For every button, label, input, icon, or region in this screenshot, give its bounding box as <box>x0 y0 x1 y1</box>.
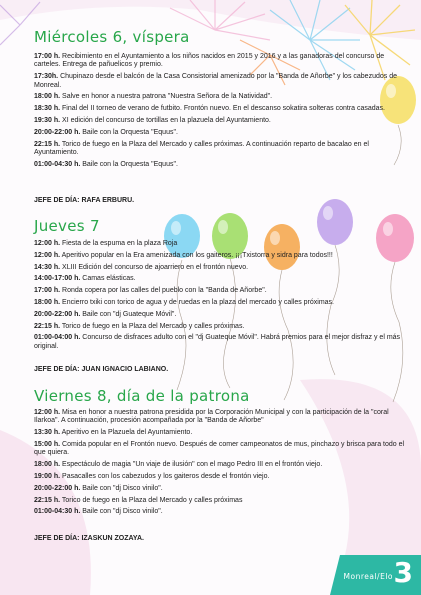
event-row <box>34 508 406 516</box>
event-description: Torico de fuego en la Plaza del Mercado y calles próximas <box>61 496 243 504</box>
event-description: Final del II torneo de verano de futbito. Frontón nuevo. En el descanso sokatira solteras contra casadas. <box>62 105 385 113</box>
event-row <box>34 117 406 125</box>
event-row <box>34 334 406 351</box>
event-row <box>34 141 406 158</box>
event-time: 19:00 h. <box>34 473 61 480</box>
page-number: 3 <box>393 556 413 589</box>
event-row <box>34 323 406 331</box>
event-time: 01:00-04:30 h. <box>34 508 81 516</box>
event-time: 15:00 h. <box>34 441 61 448</box>
event-time: 18:30 h. <box>34 105 61 113</box>
event-time: 12:00 h. <box>34 240 61 247</box>
event-description: Pasacalles con los cabezudos y los gaiteros desde el frontón viejo. <box>62 473 270 480</box>
event-row <box>34 105 406 113</box>
event-row <box>34 53 406 70</box>
jefe-de-dia: JEFE DE DÍA: RAFA ERBURU. <box>34 197 135 204</box>
event-row <box>34 409 406 426</box>
event-list <box>34 409 406 520</box>
event-list <box>34 240 406 355</box>
event-description: Chupinazo desde el balcón de la Casa Consistorial amenizado por la "Banda de Añorbe" y los cabezudos de Monreal. <box>34 73 397 89</box>
event-description: Aperitivo popular en la Era amenizada con los gaiteros. ¡¡¡Txistorra y sidra para todos!!! <box>61 251 333 259</box>
event-description: XLIII Edición del concurso de ajoarriero en el frontón nuevo. <box>62 263 249 271</box>
event-description: Baile con la Orquesta "Equus". <box>82 128 178 136</box>
event-row <box>34 264 406 272</box>
event-time: 13:30 h. <box>34 429 61 437</box>
event-time: 12:00 h. <box>34 409 61 416</box>
event-row <box>34 311 406 319</box>
day-title: Miércoles 6, víspera <box>34 28 190 46</box>
balloon-icon <box>317 199 353 245</box>
event-description: Ronda copera por las calles del pueblo con la "Banda de Añorbe". <box>62 287 267 295</box>
event-time: 22:15 h. <box>34 496 61 504</box>
event-row <box>34 441 406 458</box>
event-row <box>34 473 406 481</box>
event-row <box>34 485 406 493</box>
event-time: 14:00-17:00 h. <box>34 275 81 283</box>
event-time: 17:30h. <box>34 73 59 81</box>
event-description: Torico de fuego en la Plaza del Mercado y calles próximas. <box>61 322 245 330</box>
event-description: Concurso de disfraces adulto con el "dj Guateque Móvil". Habrá premios para el mejor disfraz y el más original. <box>34 334 401 350</box>
event-description: Salve en honor a nuestra patrona "Nuestra Señora de la Natividad". <box>62 93 273 101</box>
event-row <box>34 429 406 437</box>
event-time: 14:30 h. <box>34 263 61 271</box>
day-title: Viernes 8, día de la patrona <box>34 387 250 405</box>
event-time: 18:00 h. <box>34 93 61 101</box>
event-description: Comida popular en el Frontón nuevo. Después de comer campeonatos de mus, pinchazo y brisca para todo el que quiera. <box>34 441 405 457</box>
event-list <box>34 53 406 173</box>
footer-label: Monreal/Elo <box>343 572 393 581</box>
event-description: XI edición del concurso de tortillas en la plazuela del Ayuntamiento. <box>62 117 271 124</box>
event-time: 17:00 h. <box>34 287 61 295</box>
event-row <box>34 299 406 307</box>
event-time: 20:00-22:00 h. <box>34 484 81 492</box>
event-row <box>34 129 406 137</box>
day-title: Jueves 7 <box>34 217 100 235</box>
event-description: Baile con "dj Disco vinilo". <box>82 484 163 492</box>
event-description: Recibimiento en el Ayuntamiento a los niños nacidos en 2015 y 2016 y a las ganadoras del concurso de carteles. Entrega de pañuelicos y premio. <box>34 53 385 69</box>
event-time: 01:00-04:30 h. <box>34 160 81 168</box>
event-time: 22:15 h. <box>34 140 61 148</box>
event-time: 20:00-22:00 h. <box>34 310 81 318</box>
event-time: 18:00 h. <box>34 298 61 306</box>
event-description: Aperitivo en la Plazuela del Ayuntamiento. <box>61 429 193 437</box>
jefe-de-dia: JEFE DE DÍA: JUAN IGNACIO LABIANO. <box>34 366 169 373</box>
event-description: Encierro txiki con torico de agua y de ruedas en la plaza del mercado y calles próximas. <box>62 298 335 306</box>
event-description: Baile con "dj Disco vinilo". <box>82 508 163 516</box>
event-time: 20:00-22:00 h. <box>34 128 81 136</box>
event-row <box>34 161 406 169</box>
event-description: Torico de fuego en la Plaza del Mercado y calles próximas. A continuación reparto de bacalao en el Ayuntamiento. <box>34 140 369 156</box>
event-description: Baile con "dj Guateque Móvil". <box>82 310 177 318</box>
event-time: 18:00 h. <box>34 461 61 469</box>
event-description: Baile con la Orquesta "Equus". <box>82 160 178 168</box>
event-time: 17:00 h. <box>34 53 61 60</box>
event-description: Espectáculo de magia "Un viaje de ilusión" con el mago Pedro III en el frontón viejo. <box>62 461 323 469</box>
event-row <box>34 252 406 260</box>
event-time: 22:15 h. <box>34 322 61 330</box>
event-row <box>34 287 406 295</box>
event-row <box>34 497 406 505</box>
event-time: 19:30 h. <box>34 117 61 124</box>
event-time: 01:00-04:00 h. <box>34 334 81 342</box>
event-description: Camas elásticas. <box>82 275 136 283</box>
event-row <box>34 275 406 283</box>
event-row <box>34 240 406 248</box>
event-row <box>34 73 406 90</box>
event-row <box>34 93 406 101</box>
event-row <box>34 461 406 469</box>
event-time: 12:00 h. <box>34 251 61 259</box>
event-description: Misa en honor a nuestra patrona presidida por la Corporación Municipal y con la participación de la "coral Ilarkoa". A continuación, procesión acompañada por la "Banda de Añorbe" <box>34 409 389 425</box>
jefe-de-dia: JEFE DE DÍA: IZASKUN ZOZAYA. <box>34 535 144 542</box>
event-description: Fiesta de la espuma en la plaza Roja <box>62 240 178 247</box>
